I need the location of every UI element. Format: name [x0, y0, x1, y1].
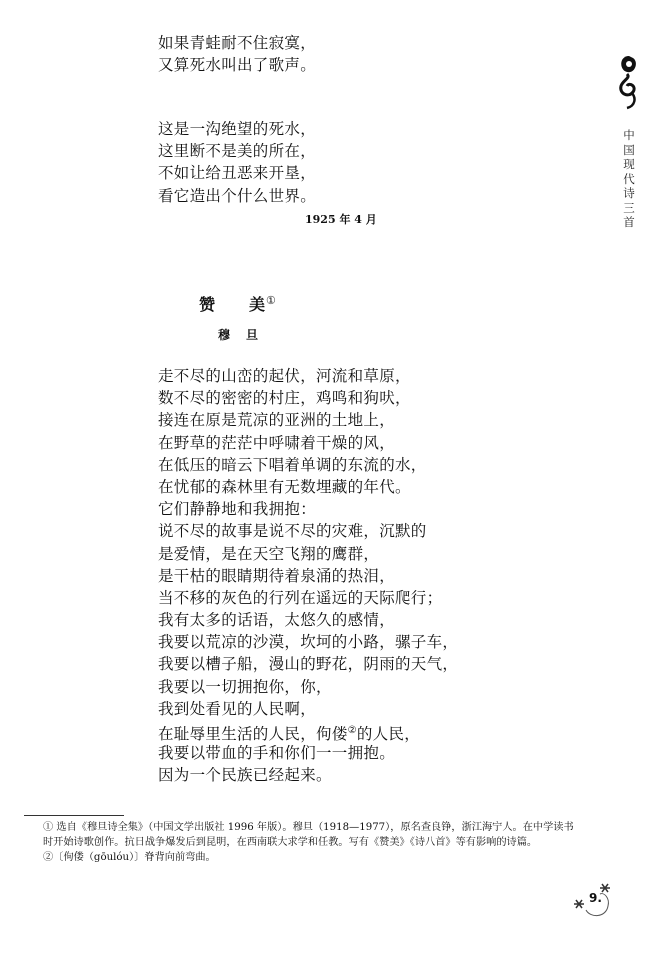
footnotes: [43, 820, 633, 865]
footnote-mark-2[interactable]: ②: [347, 725, 357, 736]
poem-line: 说不尽的故事是说不尽的灾难，沉默的: [158, 522, 427, 541]
poem-title: [199, 292, 276, 315]
section-title-vertical: 中国现代诗三首: [623, 128, 635, 229]
poem-line: 是爱情，是在天空飞翔的鹰群，: [158, 544, 380, 563]
poem-line: 我要以一切拥抱你，你，: [158, 677, 332, 696]
poem-date: 1925 年 4 月: [305, 213, 377, 226]
poem-line: 数不尽的密密的村庄，鸡鸣和狗吠，: [158, 389, 411, 408]
footnote-mark-1[interactable]: ①: [266, 294, 276, 307]
poem-line: 我有太多的话语，太悠久的感情，: [158, 611, 396, 630]
poem-line: 我要以槽子船，漫山的野花，阴雨的天气，: [158, 655, 459, 674]
page-number-badge: [572, 882, 622, 922]
poem-line: 走不尽的山峦的起伏，河流和草原，: [158, 367, 411, 385]
author-part1: 穆: [218, 328, 231, 342]
previous-poem-final-stanza: [158, 118, 316, 207]
floral-ornament-icon: [615, 52, 643, 112]
poem-line: 在忧郁的森林里有无数埋藏的年代。: [158, 477, 411, 496]
poem-line-text: 的人民，: [356, 725, 421, 743]
poem-line: 又算死水叫出了歌声。: [158, 56, 317, 75]
footnote-2: ②〔佝偻（gōulóu）〕脊背向前弯曲。: [43, 852, 216, 863]
poem-title-part1: 赞: [199, 295, 216, 314]
poem-line: 如果青蛙耐不住寂寞，: [158, 34, 317, 52]
poem-line: 不如让给丑恶来开垦，: [158, 164, 317, 183]
previous-poem-stanza: [158, 32, 316, 76]
poem-line: 我要以带血的手和你们一一拥抱。: [158, 744, 396, 763]
poem-line: 因为一个民族已经起来。: [158, 766, 332, 785]
footnote-divider: [24, 815, 124, 816]
poem-line: 在野草的茫茫中呼啸着干燥的风，: [158, 433, 396, 452]
poem-author: [218, 326, 258, 343]
author-part2: 旦: [246, 328, 259, 342]
poem-line: 我要以荒凉的沙漠，坎坷的小路，骡子车，: [158, 633, 459, 652]
poem-title-part2: 美: [249, 295, 266, 314]
footnote-1-line-1: ① 选自《穆旦诗全集》（中国文学出版社 1996 年版）。穆旦（1918—1977），原名查良铮，浙江海宁人。在中学读书: [43, 822, 574, 833]
poem-line: 在低压的暗云下唱着单调的东流的水，: [158, 455, 427, 474]
poem-body: [158, 365, 458, 787]
poem-line: 当不移的灰色的行列在遥远的天际爬行；: [158, 588, 443, 607]
poem-line: [158, 720, 458, 742]
poem-line: 看它造出个什么世界。: [158, 186, 317, 205]
footnote-1-line-2: 时开始诗歌创作。抗日战争爆发后到昆明，在西南联大求学和任教。写有《赞美》《诗八首》等有影响的诗篇。: [43, 837, 538, 848]
poem-line: 是干枯的眼睛期待着泉涌的热泪，: [158, 566, 396, 585]
poem-line: 这是一沟绝望的死水，: [158, 120, 317, 138]
poem-line: 我到处看见的人民啊，: [158, 699, 317, 718]
poem-line-text: 在耻辱里生活的人民，佝偻: [158, 725, 348, 743]
poem-line: 它们静静地和我拥抱：: [158, 500, 317, 519]
poem-line: 接连在原是荒凉的亚洲的土地上，: [158, 411, 396, 430]
poem-line: 这里断不是美的所在，: [158, 142, 317, 161]
page-number: 9.: [589, 891, 602, 905]
